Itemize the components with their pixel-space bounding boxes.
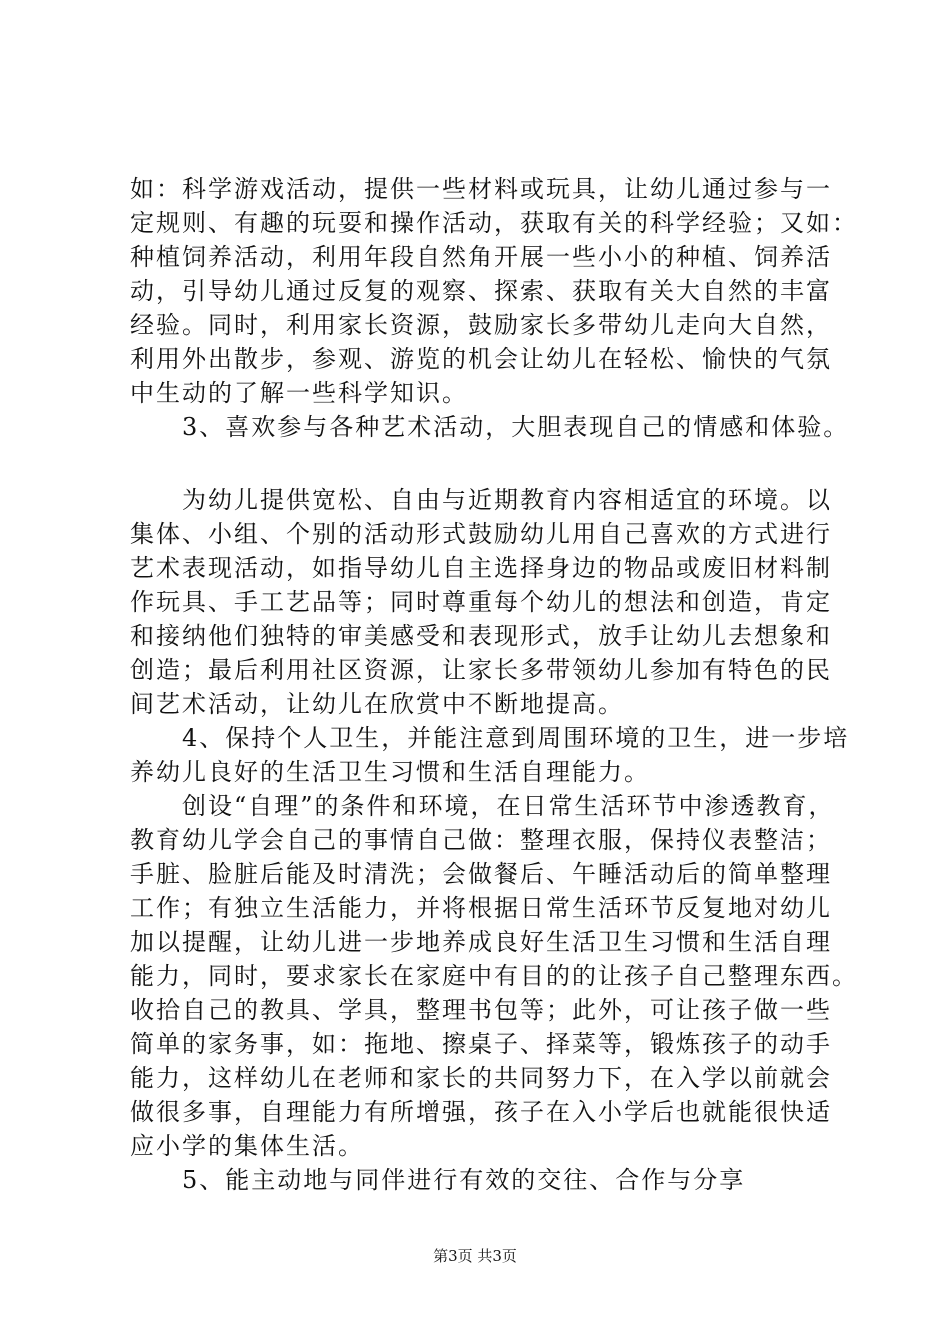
text-line: 教育幼儿学会自己的事情自己做：整理衣服，保持仪表整洁； [130, 826, 832, 854]
text-line: 作玩具、手工艺品等；同时尊重每个幼儿的想法和创造，肯定 [130, 588, 832, 616]
text-line: 养幼儿良好的生活卫生习惯和生活自理能力。 [130, 758, 650, 786]
text-line: 做很多事，自理能力有所增强，孩子在入小学后也就能很快适 [130, 1098, 832, 1126]
text-line: 定规则、有趣的玩耍和操作活动，获取有关的科学经验；又如： [130, 209, 858, 237]
text-line: 利用外出散步，参观、游览的机会让幼儿在轻松、愉快的气氛 [130, 345, 832, 373]
text-line: 中生动的了解一些科学知识。 [130, 379, 468, 407]
text-line: 如：科学游戏活动，提供一些材料或玩具，让幼儿通过参与一 [130, 175, 832, 203]
text-line: 能力，这样幼儿在老师和家长的共同努力下，在入学以前就会 [130, 1064, 832, 1092]
text-line: 创设“自理”的条件和环境，在日常生活环节中渗透教育， [130, 792, 835, 820]
text-line: 艺术表现活动，如指导幼儿自主选择身边的物品或废旧材料制 [130, 554, 832, 582]
text-line: 种植饲养活动，利用年段自然角开展一些小小的种植、饲养活 [130, 243, 832, 271]
text-line: 间艺术活动，让幼儿在欣赏中不断地提高。 [130, 690, 624, 718]
text-line: 收拾自己的教具、学具，整理书包等；此外，可让孩子做一些 [130, 996, 832, 1024]
text-line: 经验。同时，利用家长资源，鼓励家长多带幼儿走向大自然， [130, 311, 832, 339]
text-line: 为幼儿提供宽松、自由与近期教育内容相适宜的环境。以 [130, 486, 832, 514]
text-line: 能力，同时，要求家长在家庭中有目的的让孩子自己整理东西。 [130, 962, 858, 990]
text-line: 动，引导幼儿通过反复的观察、探索、获取有关大自然的丰富 [130, 277, 832, 305]
text-line: 创造；最后利用社区资源，让家长多带领幼儿参加有特色的民 [130, 656, 832, 684]
document-body [130, 172, 858, 1197]
page-number-footer: 第3页 共3页 [433, 1247, 517, 1265]
text-line: 简单的家务事，如：拖地、擦桌子、择菜等，锻炼孩子的动手 [130, 1030, 832, 1058]
text-line: 和接纳他们独特的审美感受和表现形式，放手让幼儿去想象和 [130, 622, 832, 650]
text-line: 工作；有独立生活能力，并将根据日常生活环节反复地对幼儿 [130, 894, 832, 922]
paragraph-gap [130, 444, 830, 483]
section-heading-4: 4、保持个人卫生，并能注意到周围环境的卫生，进一步培 [130, 724, 850, 752]
text-line: 加以提醒，让幼儿进一步地养成良好生活卫生习惯和生活自理 [130, 928, 832, 956]
section-heading-3: 3、喜欢参与各种艺术活动，大胆表现自己的情感和体验。 [130, 413, 850, 441]
text-line: 集体、小组、个别的活动形式鼓励幼儿用自己喜欢的方式进行 [130, 520, 832, 548]
text-line: 手脏、脸脏后能及时清洗；会做餐后、午睡活动后的简单整理 [130, 860, 832, 888]
text-line: 应小学的集体生活。 [130, 1132, 364, 1160]
section-heading-5: 5、能主动地与同伴进行有效的交往、合作与分享 [130, 1166, 746, 1194]
